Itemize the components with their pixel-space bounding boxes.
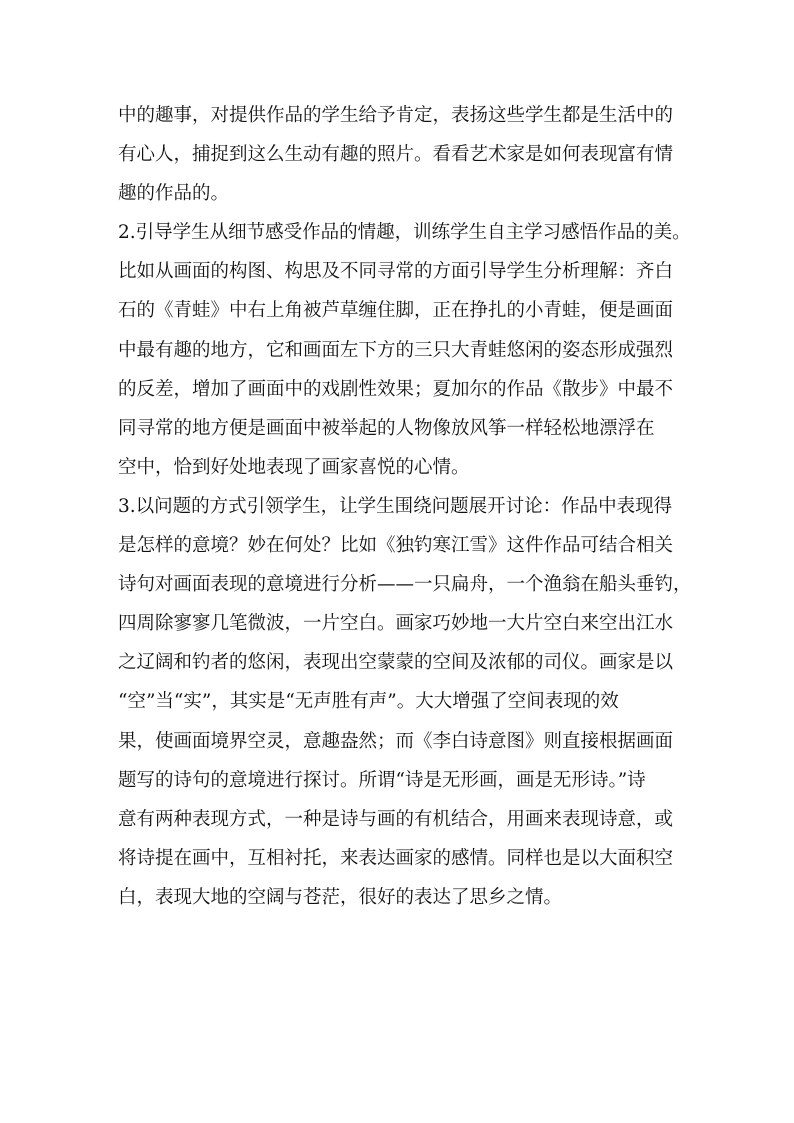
text-line: 是怎样的意境？妙在何处？比如《独钓寒江雪》这件作品可结合相关 — [118, 535, 674, 557]
text-line: 有心人，捕捉到这么生动有趣的照片。看看艺术家是如何表现富有情 — [118, 144, 674, 166]
text-line: 比如从画面的构图、构思及不同寻常的方面引导学生分析理解：齐白 — [118, 261, 674, 283]
text-line: 同寻常的地方便是画面中被举起的人物像放风筝一样轻松地漂浮在 — [118, 417, 655, 439]
text-line: 空中，恰到好处地表现了画家喜悦的心情。 — [118, 456, 470, 478]
text-line: 趣的作品的。 — [118, 183, 230, 205]
text-line: 之辽阔和钓者的悠闲，表现出空蒙蒙的空间及浓郁的司仪。画家是以 — [118, 652, 674, 674]
body-text — [118, 96, 692, 917]
text-line: “空”当“实”，其实是“无声胜有声”。大大增强了空间表现的效 — [118, 691, 619, 713]
text-line: 白，表现大地的空阔与苍茫，很好的表达了思乡之情。 — [118, 886, 563, 908]
text-line: 中的趣事，对提供作品的学生给予肯定，表扬这些学生都是生活中的 — [118, 105, 674, 126]
text-line: 的反差，增加了画面中的戏剧性效果；夏加尔的作品《散步》中最不 — [118, 378, 674, 400]
text-line: 题写的诗句的意境进行探讨。所谓“诗是无形画，画是无形诗。”诗 — [118, 769, 646, 791]
text-line: 石的《青蛙》中右上角被芦草缠住脚，正在挣扎的小青蛙，便是画面 — [118, 300, 674, 322]
text-line: 意有两种表现方式，一种是诗与画的有机结合，用画来表现诗意，或 — [118, 808, 674, 830]
text-line: 四周除寥寥几笔微波，一片空白。画家巧妙地一大片空白来空出江水 — [118, 613, 674, 635]
text-line: 2.引导学生从细节感受作品的情趣，训练学生自主学习感悟作品的美。 — [118, 222, 691, 244]
text-line: 3.以问题的方式引领学生，让学生围绕问题展开讨论：作品中表现得 — [118, 495, 673, 517]
text-line: 中最有趣的地方，它和画面左下方的三只大青蛙悠闲的姿态形成强烈 — [118, 339, 674, 361]
text-line: 果，使画面境界空灵，意趣盎然；而《李白诗意图》则直接根据画面 — [118, 730, 674, 752]
text-line: 将诗提在画中，互相衬托，来表达画家的感情。同样也是以大面积空 — [118, 847, 674, 869]
text-line: 诗句对画面表现的意境进行分析——一只扁舟，一个渔翁在船头垂钓， — [118, 574, 692, 596]
